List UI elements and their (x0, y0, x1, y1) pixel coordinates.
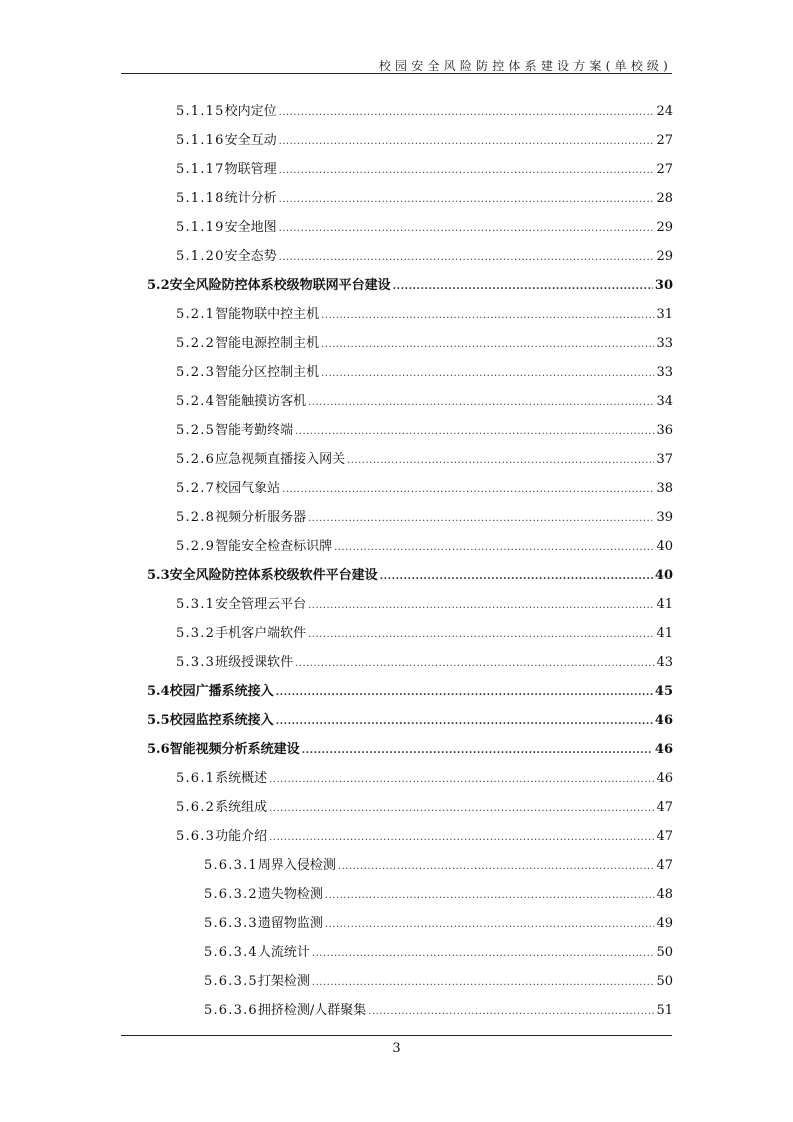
toc-dot-leader (347, 455, 654, 466)
toc-dot-leader (295, 658, 654, 669)
toc-entry[interactable] (0, 791, 793, 820)
toc-entry-line (176, 332, 673, 351)
toc-entry-number: 5.6.3 (176, 829, 216, 844)
toc-entry[interactable] (0, 327, 793, 356)
toc-entry[interactable] (0, 675, 793, 704)
toc-entry-number: 5.6.3.5 (204, 974, 258, 989)
toc-dot-leader (295, 426, 654, 437)
toc-entry-page: 29 (656, 249, 673, 264)
toc-entry-number: 5.6.3.2 (204, 887, 258, 902)
toc-entry-title: 视频分析服务器 (215, 510, 307, 525)
toc-entry-title: 遗留物监测 (257, 916, 323, 931)
toc-entry[interactable] (0, 617, 793, 646)
toc-entry-number: 5.2.7 (176, 481, 216, 496)
toc-entry-title: 人流统计 (257, 945, 310, 960)
toc-entry-title: 校园气象站 (215, 481, 281, 496)
toc-dot-leader (308, 629, 654, 640)
toc-dot-leader (312, 948, 655, 959)
toc-dot-leader (269, 803, 654, 814)
toc-dot-leader (269, 774, 654, 785)
toc-dot-leader (276, 716, 653, 727)
toc-entry-page: 27 (656, 162, 673, 177)
toc-dot-leader (276, 687, 653, 698)
page-number: 3 (392, 1041, 401, 1056)
toc-entry-page: 47 (656, 800, 673, 815)
toc-entry-line (176, 158, 673, 177)
toc-dot-leader (279, 165, 655, 176)
toc-entry-number: 5.2.8 (176, 510, 216, 525)
toc-dot-leader (325, 890, 655, 901)
toc-dot-leader (368, 1006, 654, 1017)
toc-entry[interactable] (0, 907, 793, 936)
toc-entry-line (176, 593, 673, 612)
toc-entry-title: 智能触摸访客机 (215, 394, 307, 409)
running-header-title: 校园安全风险防控体系建设方案(单校级) (378, 59, 672, 73)
toc-entry-title: 周界入侵检测 (257, 858, 336, 873)
toc-entry-title: 安全态势 (224, 249, 277, 264)
toc-entry-line (147, 738, 673, 757)
toc-dot-leader (279, 223, 655, 234)
toc-entry-page: 49 (656, 916, 673, 931)
toc-entry-line (176, 622, 673, 641)
toc-entry-title: 智能分区控制主机 (215, 365, 320, 380)
toc-dot-leader (279, 194, 655, 205)
toc-entry-page: 45 (654, 684, 673, 699)
toc-entry[interactable] (0, 182, 793, 211)
footer-divider (121, 1035, 672, 1036)
toc-entry[interactable] (0, 95, 793, 124)
toc-entry-number: 5.2 (147, 278, 170, 293)
toc-entry-page: 34 (656, 394, 673, 409)
toc-entry-title: 安全风险防控体系校级软件平台建设 (169, 568, 378, 583)
toc-entry-title: 拥挤检测/人群聚集 (257, 1003, 367, 1018)
toc-entry-number: 5.2.6 (176, 452, 216, 467)
toc-dot-leader (338, 861, 655, 872)
toc-entry-title: 智能电源控制主机 (215, 336, 320, 351)
toc-entry-line (176, 187, 673, 206)
toc-entry-number: 5.2.5 (176, 423, 216, 438)
toc-entry-title: 校内定位 (224, 104, 277, 119)
toc-entry-page: 47 (656, 858, 673, 873)
toc-entry-page: 46 (656, 771, 673, 786)
toc-entry-line (204, 912, 673, 931)
toc-entry-number: 5.1.15 (176, 104, 225, 119)
toc-entry[interactable] (0, 762, 793, 791)
toc-entry[interactable] (0, 588, 793, 617)
toc-dot-leader (325, 919, 655, 930)
toc-entry-title: 打架检测 (257, 974, 310, 989)
toc-dot-leader (321, 310, 654, 321)
toc-entry-title: 智能视频分析系统建设 (169, 742, 300, 757)
toc-entry-page: 50 (656, 945, 673, 960)
toc-entry[interactable] (0, 704, 793, 733)
toc-entry[interactable] (0, 530, 793, 559)
toc-entry[interactable] (0, 385, 793, 414)
toc-entry-page: 51 (656, 1003, 673, 1018)
toc-entry[interactable] (0, 965, 793, 994)
toc-entry-line (176, 535, 673, 554)
toc-entry-line (176, 825, 673, 844)
toc-entry-title: 智能安全检查标识牌 (215, 539, 333, 554)
toc-entry[interactable] (0, 994, 793, 1023)
toc-entry-page: 27 (656, 133, 673, 148)
toc-entry[interactable] (0, 356, 793, 385)
toc-entry[interactable] (0, 849, 793, 878)
toc-entry[interactable] (0, 733, 793, 762)
toc-dot-leader (393, 281, 653, 292)
toc-entry-number: 5.6.1 (176, 771, 216, 786)
toc-entry-number: 5.3.3 (176, 655, 216, 670)
toc-entry-line (176, 767, 673, 786)
toc-dot-leader (279, 136, 655, 147)
toc-dot-leader (279, 252, 655, 263)
toc-entry-number: 5.5 (147, 713, 170, 728)
toc-entry-page: 30 (654, 278, 673, 293)
toc-entry[interactable] (0, 820, 793, 849)
toc-entry-line (176, 129, 673, 148)
toc-entry-number: 5.6 (147, 742, 170, 757)
toc-entry-title: 统计分析 (224, 191, 277, 206)
toc-entry-title: 手机客户端软件 (215, 626, 307, 641)
toc-entry-line (147, 680, 673, 699)
toc-dot-leader (302, 745, 653, 756)
toc-entry-number: 5.6.3.1 (204, 858, 258, 873)
toc-entry[interactable] (0, 472, 793, 501)
toc-dot-leader (334, 542, 654, 553)
toc-entry-page: 46 (654, 713, 673, 728)
toc-entry-page: 39 (656, 510, 673, 525)
toc-entry-title: 安全地图 (224, 220, 277, 235)
toc-entry-title: 校园广播系统接入 (169, 684, 274, 699)
toc-entry[interactable] (0, 298, 793, 327)
table-of-contents (0, 95, 793, 1023)
toc-entry[interactable] (0, 269, 793, 298)
toc-entry-title: 班级授课软件 (215, 655, 294, 670)
toc-entry-number: 5.6.3.6 (204, 1003, 258, 1018)
toc-entry-page: 38 (656, 481, 673, 496)
header-divider (121, 73, 672, 74)
toc-entry-number: 5.2.4 (176, 394, 216, 409)
toc-entry-page: 43 (656, 655, 673, 670)
toc-entry[interactable] (0, 443, 793, 472)
toc-entry[interactable] (0, 878, 793, 907)
toc-entry-page: 37 (656, 452, 673, 467)
toc-entry-line (176, 303, 673, 322)
toc-entry-page: 41 (656, 597, 673, 612)
toc-entry-number: 5.1.17 (176, 162, 225, 177)
toc-entry-number: 5.6.2 (176, 800, 216, 815)
toc-entry-number: 5.6.3.3 (204, 916, 258, 931)
toc-entry-title: 安全管理云平台 (215, 597, 307, 612)
toc-dot-leader (279, 107, 655, 118)
toc-entry-line (147, 709, 673, 728)
toc-entry-title: 系统概述 (215, 771, 268, 786)
toc-entry-line (204, 941, 673, 960)
toc-dot-leader (308, 600, 654, 611)
toc-dot-leader (282, 484, 654, 495)
toc-entry-number: 5.3.1 (176, 597, 216, 612)
toc-entry[interactable] (0, 936, 793, 965)
toc-dot-leader (380, 571, 653, 582)
toc-entry-page: 33 (656, 365, 673, 380)
toc-entry-title: 遗失物检测 (257, 887, 323, 902)
toc-dot-leader (308, 513, 654, 524)
toc-entry-line (204, 970, 673, 989)
toc-entry-number: 5.4 (147, 684, 170, 699)
toc-entry[interactable] (0, 646, 793, 675)
toc-entry-line (147, 274, 673, 293)
toc-entry-number: 5.1.18 (176, 191, 225, 206)
toc-entry-number: 5.1.16 (176, 133, 225, 148)
toc-entry[interactable] (0, 501, 793, 530)
toc-entry-line (176, 361, 673, 380)
toc-dot-leader (321, 339, 654, 350)
toc-entry-number: 5.2.1 (176, 307, 216, 322)
toc-entry-title: 安全风险防控体系校级物联网平台建设 (169, 278, 391, 293)
toc-entry-title: 安全互动 (224, 133, 277, 148)
toc-entry[interactable] (0, 153, 793, 182)
toc-entry-page: 33 (656, 336, 673, 351)
toc-entry[interactable] (0, 559, 793, 588)
toc-entry-title: 物联管理 (224, 162, 277, 177)
toc-entry-line (176, 216, 673, 235)
toc-entry-page: 29 (656, 220, 673, 235)
toc-entry-number: 5.1.19 (176, 220, 225, 235)
toc-entry-title: 系统组成 (215, 800, 268, 815)
toc-entry-line (176, 448, 673, 467)
toc-entry-title: 校园监控系统接入 (169, 713, 274, 728)
toc-entry-page: 36 (656, 423, 673, 438)
toc-entry[interactable] (0, 211, 793, 240)
toc-entry-line (176, 390, 673, 409)
toc-entry-line (176, 796, 673, 815)
toc-entry[interactable] (0, 240, 793, 269)
toc-entry-title: 智能物联中控主机 (215, 307, 320, 322)
toc-entry-line (176, 651, 673, 670)
toc-entry-line (204, 883, 673, 902)
toc-entry-number: 5.2.3 (176, 365, 216, 380)
toc-entry-number: 5.3 (147, 568, 170, 583)
toc-entry-title: 功能介绍 (215, 829, 268, 844)
toc-dot-leader (312, 977, 655, 988)
toc-entry-number: 5.2.2 (176, 336, 216, 351)
toc-entry-number: 5.6.3.4 (204, 945, 258, 960)
toc-entry-number: 5.3.2 (176, 626, 216, 641)
toc-entry-page: 47 (656, 829, 673, 844)
toc-entry-line (176, 245, 673, 264)
toc-dot-leader (308, 397, 654, 408)
toc-entry-page: 28 (656, 191, 673, 206)
toc-entry-title: 应急视频直播接入网关 (215, 452, 346, 467)
toc-entry-page: 41 (656, 626, 673, 641)
toc-entry-line (204, 999, 673, 1018)
toc-entry-line (176, 477, 673, 496)
toc-entry-title: 智能考勤终端 (215, 423, 294, 438)
toc-dot-leader (321, 368, 654, 379)
toc-entry-line (176, 419, 673, 438)
toc-entry-page: 31 (656, 307, 673, 322)
toc-entry-number: 5.2.9 (176, 539, 216, 554)
toc-entry-line (204, 854, 673, 873)
toc-entry-line (176, 100, 673, 119)
toc-entry-page: 46 (654, 742, 673, 757)
toc-entry-page: 40 (656, 539, 673, 554)
toc-entry-page: 24 (656, 104, 673, 119)
toc-entry-line (176, 506, 673, 525)
toc-entry[interactable] (0, 124, 793, 153)
toc-dot-leader (269, 832, 654, 843)
toc-entry-number: 5.1.20 (176, 249, 225, 264)
toc-entry-page: 48 (656, 887, 673, 902)
toc-entry-page: 40 (654, 568, 673, 583)
toc-entry-line (147, 564, 673, 583)
toc-entry-page: 50 (656, 974, 673, 989)
toc-entry[interactable] (0, 414, 793, 443)
